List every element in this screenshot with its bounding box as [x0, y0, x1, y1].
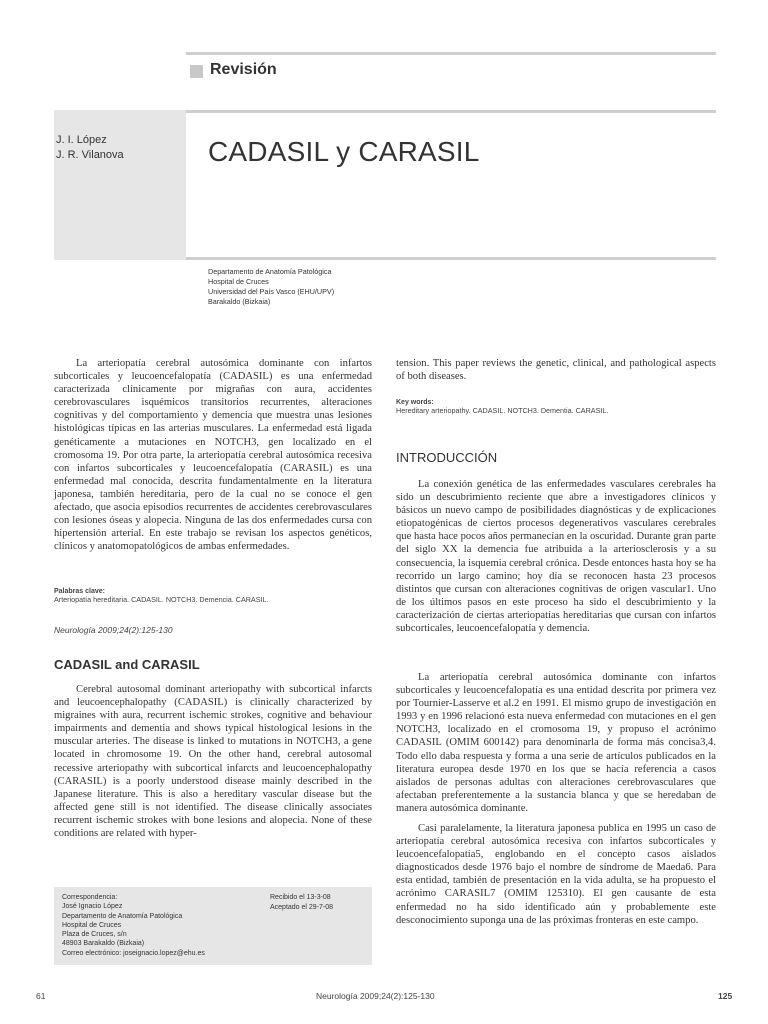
keywords-en-title: Key words:: [396, 399, 434, 406]
correspondence-line: Hospital de Cruces: [62, 921, 122, 929]
introduction-body: [396, 478, 716, 635]
correspondence-line: 48903 Barakaldo (Bizkaia): [62, 940, 145, 948]
author-name: J. I. López: [56, 134, 107, 146]
correspondence-line: José Ignacio López: [62, 903, 123, 911]
abstract-en-continuation-text: tension. This paper reviews the genetic, clinical, and pathological aspects of both diseases.: [396, 358, 716, 383]
section-label: Revisión: [210, 61, 277, 78]
introduction-body-3: [396, 822, 716, 927]
introduction-title: INTRODUCCIÓN: [396, 450, 498, 465]
intro-paragraph-1: La conexión genética de las enfermedades vasculares cerebrales ha sido un descubrimiento reciente que abre a investigadores clínicos y básicos un nuevo campo de posibilidades diagnósticas y de explicaciones etiopatogénicas de ciertos procesos degenerativos vasculares cerebrales que hasta hace pocos años permanecían en la oscuridad. Durante gran parte del siglo XX la demencia fue atribuida a la arteriosclerosis y a su consecuencia, la isquemia cerebral crónica. Desde entonces hasta hoy se ha recorrido un largo camino; hoy día se reconocen hasta 23 procesos distintos que cursan con alteraciones cognitivas de origen vascular1. Uno de los últimos pasos en este proceso ha sido el descubrimiento y la caracterización de ciertas arteriopatías hereditarias que cursan con infartos subcorticales, leucoencefalopatía y demencia.: [396, 479, 716, 635]
title-divider: [186, 110, 716, 113]
abstract-en-continuation: [396, 357, 716, 383]
footer-page-right: 125: [718, 991, 733, 1001]
keywords-es: [54, 588, 372, 604]
keywords-es-title: Palabras clave:: [54, 588, 105, 595]
abstract-spanish: [54, 357, 372, 553]
correspondence-line: Departamento de Anatomía Patológica: [62, 912, 183, 920]
abstract-english: [54, 683, 372, 840]
accepted-date: Aceptado el 29-7-08: [270, 904, 334, 911]
correspondence-email[interactable]: Correo electrónico: joseignacio.lopez@ehu.es: [62, 949, 205, 957]
section-divider: [186, 52, 716, 55]
affiliation-line: Hospital de Cruces: [208, 277, 269, 286]
keywords-es-list: Arteriopatía hereditaria. CADASIL. NOTCH3. Demencia. CARASIL.: [54, 595, 269, 604]
affiliation-divider: [186, 257, 716, 260]
received-date: Recibido el 13-3-08: [270, 894, 331, 901]
keywords-en-list: Hereditary arteriopathy. CADASIL. NOTCH3. Dementia. CARASIL.: [396, 406, 609, 415]
article-title: CADASIL y CARASIL: [208, 136, 480, 167]
citation: Neurología 2009;24(2):125-130: [54, 625, 173, 635]
abstract-es-text: La arteriopatía cerebral autosómica dominante con infartos subcorticales y leucoencefalopatía (CADASIL) es una enfermedad caracterizada clínicamente por migrañas con aura, accidentes cerebrovasculares isquémicos transitorios recurrentes, alteraciones cognitivas y del comportamiento y demencia que muestra unas lesiones histológicas típicas en las arterias musculares. La enfermedad está ligada genéticamente a mutaciones en NOTCH3, gen localizado en el cromosoma 19. Por otra parte, la arteriopatía cerebral autosómica recesiva con infartos subcorticales y leucoencefalopatía (CARASIL) es una enfermedad mal conocida, descrita fundamentalmente en la literatura japonesa, también hereditaria, pero de la cual no se conoce el gen afectado, que asocia episodios recurrentes de accidentes cerebrovasculares con lesiones óseas y alopecia. Ninguna de las dos enfermedades cursa con hipertensión arterial. En este trabajo se revisan los aspectos genéticos, clínicos y anatomopatológicos de ambas enfermedades.: [54, 358, 372, 553]
correspondence: [62, 893, 205, 958]
footer-page-left: 61: [36, 991, 46, 1001]
keywords-en: [396, 399, 716, 415]
affiliation-line: Barakaldo (Bizkaia): [208, 297, 271, 306]
footer-journal: Neurología 2009;24(2):125-130: [316, 991, 435, 1001]
introduction-body-2: [396, 671, 716, 815]
author-name: J. R. Vilanova: [56, 149, 124, 161]
correspondence-line: Correspondencia:: [62, 894, 118, 901]
author-list: [56, 133, 124, 163]
affiliation-line: Universidad del País Vasco (EHU/UPV): [208, 287, 335, 296]
affiliation: [208, 267, 334, 307]
received-dates: [270, 893, 333, 913]
section-square-icon: [190, 65, 203, 78]
affiliation-line: Departamento de Anatomía Patológica: [208, 267, 332, 276]
intro-paragraph-3: Casi paralelamente, la literatura japonesa publica en 1995 un caso de arteriopatía cerebral autosómica recesiva con infartos subcorticales y leucoencefalopatía5, englobando en el concepto casos aislados diagnosticados desde 1976 bajo el nombre de síndrome de Maeda6. Para esta entidad, también de presentación en la vida adulta, se ha propuesto el acrónimo CARASIL7 (OMIM 125310). El gen causante de esta enfermedad no ha sido identificado aún y probablemente este desconocimiento suponga una de las próximas fronteras en este campo.: [396, 823, 716, 926]
abstract-en-title: CADASIL and CARASIL: [54, 657, 200, 672]
correspondence-line: Plaza de Cruces, s/n: [62, 931, 127, 939]
abstract-en-text: Cerebral autosomal dominant arteriopathy with subcortical infarcts and leucoencephalopathy (CADASIL) is clinically characterized by migraines with aura, recurrent ischemic strokes, cognitive and behaviour impairments and dementia and shows typical histological lesions in the muscular arteries. The disease is linked to mutations in NOTCH3, a gene located in chromosome 19. On the other hand, cerebral autosomal recessive arteriopathy with subcortical infarcts and leucoencephalopathy (CARASIL) is a poorly understood disease mainly described in the Japanese literature. This is also a hereditary vascular disease but the affected gene still is not identified. The disease clinically associates recurrent ischemic strokes with bone lesions and alopecia. None of these conditions are related with hyper-: [54, 684, 372, 840]
intro-paragraph-2: La arteriopatía cerebral autosómica dominante con infartos subcorticales y leucoencefalopatía es una entidad descrita por primera vez por Tournier-Lasserve et al.2 en 1991. El mismo grupo de investigación en 1993 y en 1996 relacionó esta nueva enfermedad con mutaciones en el gen NOTCH3, localizado en el cromosoma 19, y propuso el acrónimo CADASIL (OMIM 600142) para denominarla de forma más concisa3,4. Todo ello daba respuesta y forma a una serie de artículos publicados en la literatura europea desde 1970 en los que se hacía referencia a casos aislados de personas adultas con alteraciones cerebrovasculares que afectaban preferentemente a la sustancia blanca y que se heredaban de manera autosómica dominante.: [396, 672, 716, 814]
